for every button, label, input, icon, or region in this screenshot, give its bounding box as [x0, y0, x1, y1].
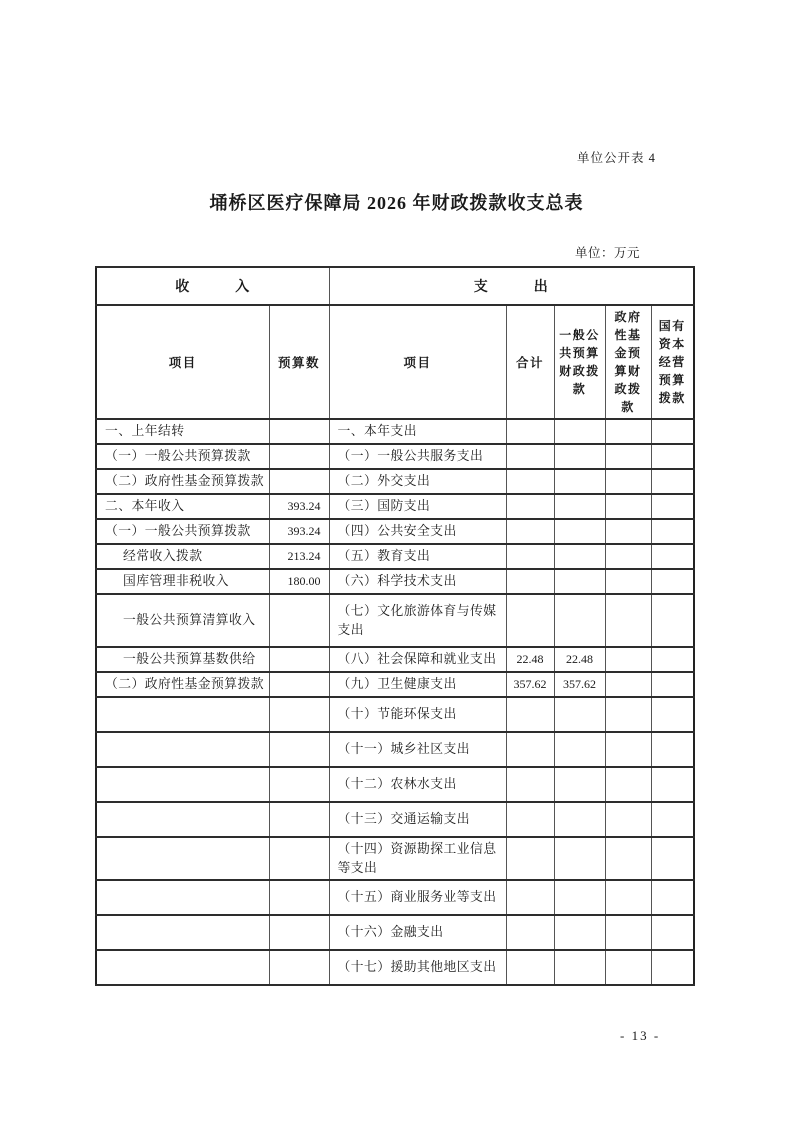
expense-general-public-cell	[554, 569, 605, 594]
income-item-cell	[96, 950, 269, 985]
table-row	[96, 697, 694, 732]
table-row	[96, 569, 694, 594]
income-item-cell	[96, 837, 269, 880]
expense-general-public-cell	[554, 494, 605, 519]
expense-item-cell: （十）节能环保支出	[329, 697, 506, 732]
expense-item-cell: （三）国防支出	[329, 494, 506, 519]
income-budget-cell: 180.00	[269, 569, 329, 594]
expense-gov-fund-cell	[605, 837, 651, 880]
expense-gov-fund-cell	[605, 544, 651, 569]
income-item-cell: 经常收入拨款	[96, 544, 269, 569]
expense-general-public-cell	[554, 732, 605, 767]
expense-gov-fund-cell	[605, 444, 651, 469]
expense-item-cell: （四）公共安全支出	[329, 519, 506, 544]
table-row	[96, 732, 694, 767]
income-budget-cell	[269, 594, 329, 647]
expense-gov-fund-cell	[605, 419, 651, 444]
expense-state-capital-cell	[651, 672, 694, 697]
expense-item-cell: （一）一般公共服务支出	[329, 444, 506, 469]
table-row	[96, 915, 694, 950]
expense-item-cell: （九）卫生健康支出	[329, 672, 506, 697]
expense-gov-fund-cell	[605, 880, 651, 915]
expense-state-capital-cell	[651, 519, 694, 544]
table-row	[96, 419, 694, 444]
expense-general-public-cell	[554, 837, 605, 880]
income-budget-cell	[269, 837, 329, 880]
expense-item-cell: 一、本年支出	[329, 419, 506, 444]
expense-total-header: 合计	[506, 305, 554, 419]
expense-gov-fund-cell	[605, 647, 651, 672]
expense-item-cell: （十二）农林水支出	[329, 767, 506, 802]
income-budget-cell	[269, 469, 329, 494]
expense-state-capital-cell	[651, 732, 694, 767]
income-item-cell: 一般公共预算基数供给	[96, 647, 269, 672]
budget-table	[95, 266, 695, 986]
expense-gov-fund-cell	[605, 569, 651, 594]
expense-state-capital-cell	[651, 880, 694, 915]
expense-item-cell: （十一）城乡社区支出	[329, 732, 506, 767]
income-budget-cell	[269, 802, 329, 837]
expense-total-cell	[506, 444, 554, 469]
table-row	[96, 802, 694, 837]
expense-gov-fund-cell	[605, 767, 651, 802]
expense-total-cell	[506, 802, 554, 837]
income-budget-header: 预算数	[269, 305, 329, 419]
expense-state-capital-header: 国有资本经营预算拨款	[651, 305, 694, 419]
expense-state-capital-cell	[651, 569, 694, 594]
income-item-cell: （二）政府性基金预算拨款	[96, 469, 269, 494]
expense-item-cell: （八）社会保障和就业支出	[329, 647, 506, 672]
expense-general-public-cell	[554, 950, 605, 985]
expense-general-public-cell	[554, 915, 605, 950]
table-row	[96, 544, 694, 569]
expense-item-header: 项目	[329, 305, 506, 419]
expense-state-capital-cell	[651, 594, 694, 647]
expense-item-cell: （六）科学技术支出	[329, 569, 506, 594]
income-budget-cell: 213.24	[269, 544, 329, 569]
table-row	[96, 950, 694, 985]
column-header-row	[96, 305, 694, 419]
expense-gov-fund-cell	[605, 594, 651, 647]
income-budget-cell: 393.24	[269, 494, 329, 519]
expense-total-cell	[506, 569, 554, 594]
expense-general-public-cell	[554, 419, 605, 444]
expense-total-cell	[506, 594, 554, 647]
expense-total-cell	[506, 950, 554, 985]
expense-total-cell	[506, 767, 554, 802]
expense-total-cell	[506, 469, 554, 494]
expense-general-public-cell	[554, 802, 605, 837]
expense-item-cell: （十六）金融支出	[329, 915, 506, 950]
income-budget-cell	[269, 419, 329, 444]
income-budget-cell	[269, 767, 329, 802]
income-item-cell: 国库管理非税收入	[96, 569, 269, 594]
doc-label: 单位公开表 4	[577, 151, 656, 165]
income-item-cell	[96, 697, 269, 732]
income-item-cell: 一般公共预算清算收入	[96, 594, 269, 647]
income-budget-cell	[269, 732, 329, 767]
expense-state-capital-cell	[651, 802, 694, 837]
page-number: - 13 -	[620, 1028, 661, 1043]
income-budget-cell	[269, 950, 329, 985]
expense-total-cell	[506, 880, 554, 915]
expense-state-capital-cell	[651, 697, 694, 732]
income-item-cell	[96, 802, 269, 837]
expense-general-public-cell	[554, 444, 605, 469]
table-row	[96, 767, 694, 802]
expense-item-cell: （五）教育支出	[329, 544, 506, 569]
expense-total-cell	[506, 419, 554, 444]
expense-general-public-cell	[554, 519, 605, 544]
expense-state-capital-cell	[651, 767, 694, 802]
expense-state-capital-cell	[651, 544, 694, 569]
expense-total-cell: 22.48	[506, 647, 554, 672]
table-row	[96, 444, 694, 469]
expense-item-cell: （十五）商业服务业等支出	[329, 880, 506, 915]
expense-gov-fund-cell	[605, 519, 651, 544]
income-item-header: 项目	[96, 305, 269, 419]
income-budget-cell: 393.24	[269, 519, 329, 544]
income-item-cell	[96, 915, 269, 950]
expense-item-cell: （十三）交通运输支出	[329, 802, 506, 837]
expense-item-cell: （七）文化旅游体育与传媒支出	[329, 594, 506, 647]
table-row	[96, 594, 694, 647]
table-row	[96, 837, 694, 880]
expense-gov-fund-cell	[605, 950, 651, 985]
expense-general-public-cell	[554, 697, 605, 732]
expense-state-capital-cell	[651, 419, 694, 444]
table-row	[96, 672, 694, 697]
income-budget-cell	[269, 915, 329, 950]
expense-general-public-cell	[554, 880, 605, 915]
income-item-cell: 二、本年收入	[96, 494, 269, 519]
expense-state-capital-cell	[651, 494, 694, 519]
expense-state-capital-cell	[651, 647, 694, 672]
expense-item-cell: （十七）援助其他地区支出	[329, 950, 506, 985]
expense-gov-fund-header: 政府性基金预算财政拨款	[605, 305, 651, 419]
expense-general-public-cell	[554, 544, 605, 569]
income-item-cell	[96, 767, 269, 802]
expense-total-cell	[506, 837, 554, 880]
expense-total-cell	[506, 732, 554, 767]
expense-gov-fund-cell	[605, 802, 651, 837]
expense-gov-fund-cell	[605, 494, 651, 519]
page-title: 埇桥区医疗保障局 2026 年财政拨款收支总表	[209, 193, 584, 213]
income-item-cell	[96, 880, 269, 915]
expense-item-cell: （十四）资源勘探工业信息等支出	[329, 837, 506, 880]
expense-general-public-cell	[554, 767, 605, 802]
income-budget-cell	[269, 697, 329, 732]
expense-gov-fund-cell	[605, 732, 651, 767]
expense-gov-fund-cell	[605, 697, 651, 732]
unit-note: 单位：万元	[575, 246, 641, 260]
income-item-cell: （一）一般公共预算拨款	[96, 519, 269, 544]
income-budget-cell	[269, 647, 329, 672]
table-row	[96, 519, 694, 544]
income-budget-cell	[269, 672, 329, 697]
expense-section-header: 支 出	[329, 267, 694, 305]
expense-state-capital-cell	[651, 950, 694, 985]
expense-general-public-cell: 22.48	[554, 647, 605, 672]
expense-gov-fund-cell	[605, 672, 651, 697]
section-header-row	[96, 267, 694, 305]
expense-total-cell: 357.62	[506, 672, 554, 697]
expense-state-capital-cell	[651, 444, 694, 469]
table-body	[96, 419, 694, 985]
expense-total-cell	[506, 519, 554, 544]
expense-general-public-cell	[554, 594, 605, 647]
expense-state-capital-cell	[651, 915, 694, 950]
expense-state-capital-cell	[651, 469, 694, 494]
income-budget-cell	[269, 880, 329, 915]
expense-gov-fund-cell	[605, 915, 651, 950]
expense-total-cell	[506, 544, 554, 569]
expense-gov-fund-cell	[605, 469, 651, 494]
expense-total-cell	[506, 494, 554, 519]
expense-total-cell	[506, 915, 554, 950]
expense-general-public-cell: 357.62	[554, 672, 605, 697]
income-item-cell: 一、上年结转	[96, 419, 269, 444]
expense-general-public-header: 一般公共预算财政拨款	[554, 305, 605, 419]
expense-total-cell	[506, 697, 554, 732]
expense-item-cell: （二）外交支出	[329, 469, 506, 494]
income-item-cell	[96, 732, 269, 767]
table-row	[96, 494, 694, 519]
expense-general-public-cell	[554, 469, 605, 494]
table-row	[96, 880, 694, 915]
income-budget-cell	[269, 444, 329, 469]
income-item-cell: （二）政府性基金预算拨款	[96, 672, 269, 697]
income-item-cell: （一）一般公共预算拨款	[96, 444, 269, 469]
income-section-header: 收 入	[96, 267, 329, 305]
table-row	[96, 647, 694, 672]
expense-state-capital-cell	[651, 837, 694, 880]
table-row	[96, 469, 694, 494]
